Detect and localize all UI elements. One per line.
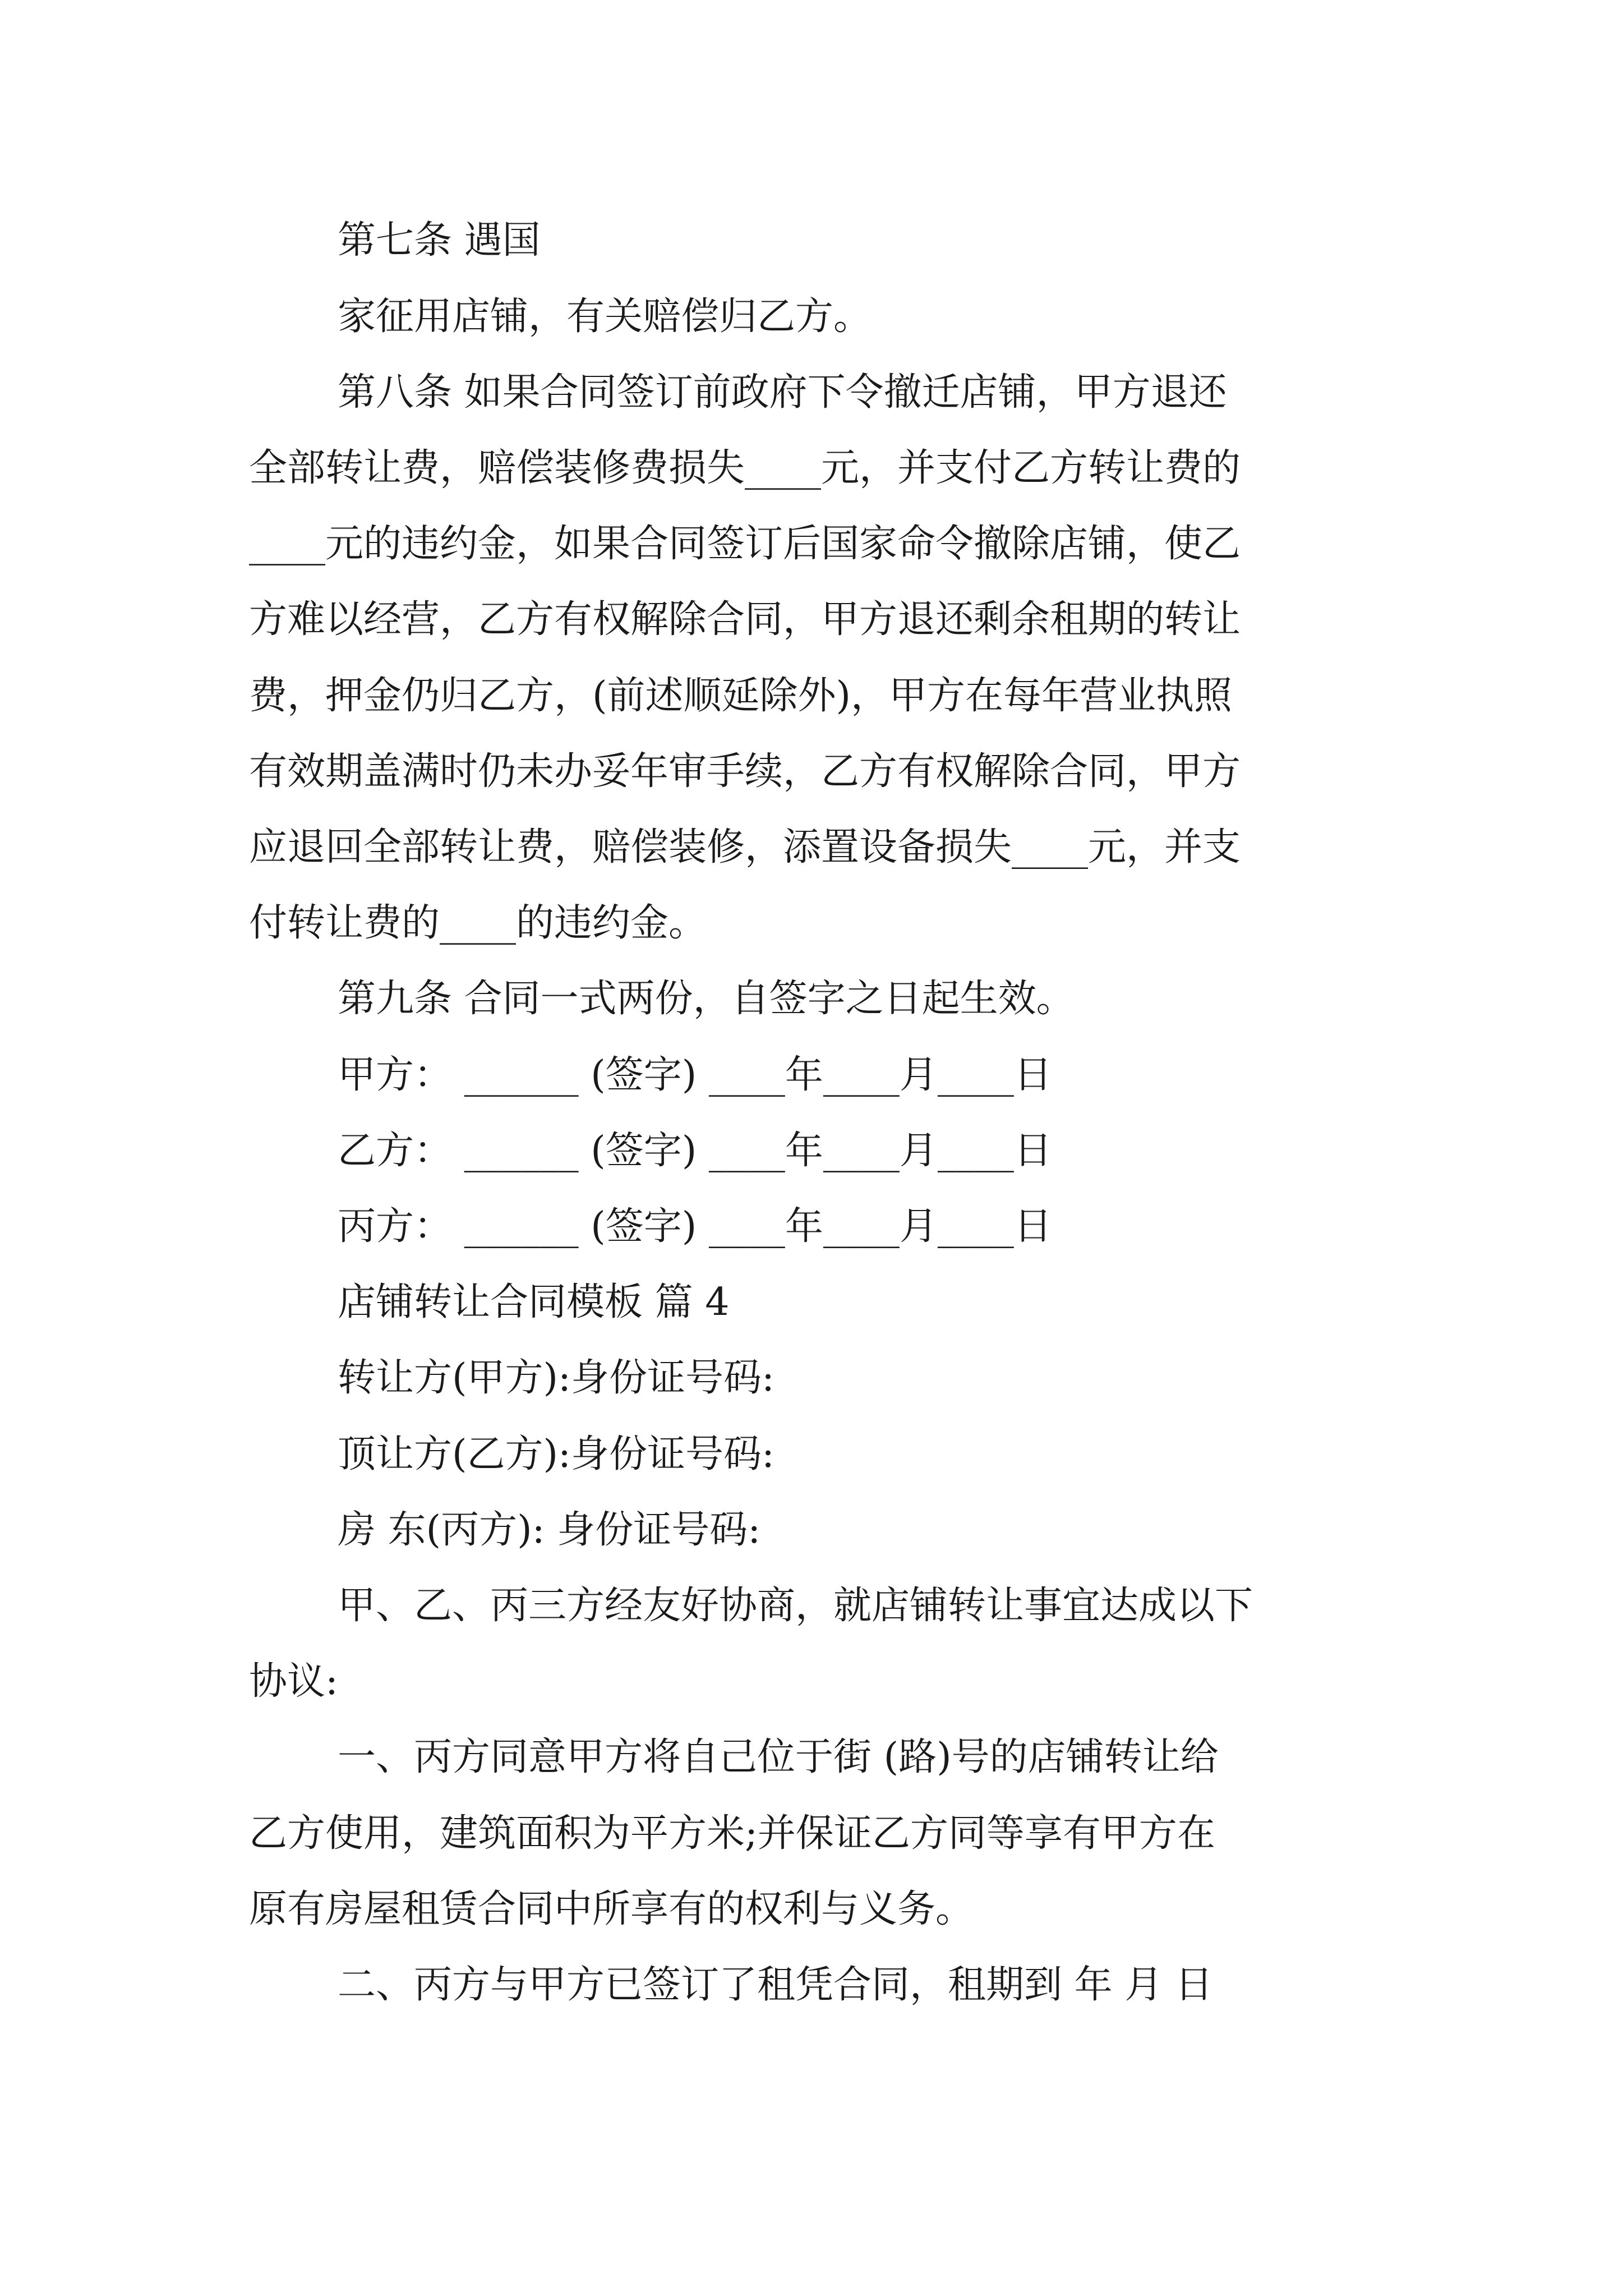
clause-7-heading: 第七条 遇国 [338, 218, 541, 263]
signature-party-b: 乙方： ______ (签字) ____年____月____日 [338, 1129, 1052, 1173]
clause-8-line-1: 第八条 如果合同签订前政府下令撤迁店铺，甲方退还 [338, 370, 1227, 415]
agreement-intro-line-1: 甲、乙、丙三方经友好协商，就店铺转让事宜达成以下 [338, 1584, 1253, 1628]
clause-8-line-2: 全部转让费，赔偿装修费损失____元，并支付乙方转让费的 [249, 446, 1241, 490]
transferee-line: 顶让方(乙方):身份证号码: [338, 1432, 774, 1476]
clause-9: 第九条 合同一式两份，自签字之日起生效。 [338, 977, 1075, 1021]
clause-8-line-6: 有效期盖满时仍未办妥年审手续，乙方有权解除合同，甲方 [249, 749, 1241, 794]
article-2-line-1: 二、丙方与甲方已签订了租凭合同，租期到 年 月 日 [338, 1963, 1213, 2007]
section-title: 店铺转让合同模板 篇 4 [338, 1280, 730, 1324]
transferor-line: 转让方(甲方):身份证号码: [338, 1356, 774, 1400]
clause-8-line-3: ____元的违约金，如果合同签订后国家命令撤除店铺，使乙 [249, 522, 1241, 566]
article-1-line-3: 原有房屋租赁合同中所享有的权利与义务。 [249, 1887, 974, 1931]
article-1-line-1: 一、丙方同意甲方将自己位于街 (路)号的店铺转让给 [338, 1735, 1219, 1779]
clause-8-line-7: 应退回全部转让费，赔偿装修，添置设备损失____元，并支 [249, 825, 1241, 869]
clause-8-line-5: 费，押金仍归乙方，(前述顺延除外)，甲方在每年营业执照 [249, 674, 1233, 718]
clause-8-line-8: 付转让费的____的违约金。 [249, 901, 707, 945]
landlord-line: 房 东(丙方): 身份证号码: [338, 1508, 761, 1552]
signature-party-c: 丙方： ______ (签字) ____年____月____日 [338, 1204, 1052, 1249]
signature-party-a: 甲方： ______ (签字) ____年____月____日 [338, 1053, 1052, 1097]
agreement-intro-line-2: 协议: [249, 1659, 338, 1704]
article-1-line-2: 乙方使用，建筑面积为平方米;并保证乙方同等享有甲方在 [249, 1811, 1215, 1856]
clause-8-line-4: 方难以经营，乙方有权解除合同，甲方退还剩余租期的转让 [249, 597, 1241, 642]
clause-7-text: 家征用店铺，有关赔偿归乙方。 [338, 295, 872, 339]
